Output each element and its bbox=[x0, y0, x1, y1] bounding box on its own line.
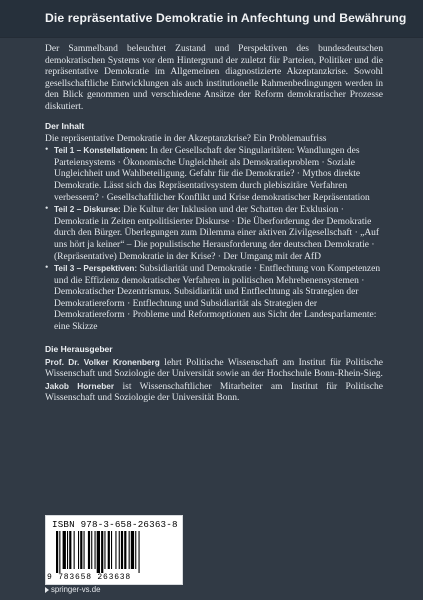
editors-heading: Die Herausgeber bbox=[45, 343, 113, 354]
part-text: Subsidiarität und Demokratie · Entflechtung von Kompetenzen und die Effizienz demokratischer Verfahren in politischen Mehrebenensystemen · Demokratischer Dezentrismus. Subsidiarität und Entflechtung als Strategien der Demokratiereform · Entflechtung und Subsidiarität als Strategien der Demokratiereform · Probleme und Reformoptionen aus Sicht der Landesparlamente: eine Skizze bbox=[54, 264, 381, 333]
barcode-bar bbox=[91, 531, 92, 569]
part-label: Teil 2 – Diskurse: bbox=[54, 205, 121, 215]
barcode-bar bbox=[129, 531, 130, 569]
barcode-bar bbox=[74, 531, 75, 569]
editor-bio: ist Wissenschaftlicher Mitarbeiter am Institut für Politische Wissenschaft und Soziologie der Universität Bonn. bbox=[45, 381, 383, 404]
cover-text bbox=[45, 44, 383, 405]
barcode-bar bbox=[135, 531, 136, 569]
editor-bio: lehrt Politische Wissenschaft am Institut für Politische Wissenschaft und Soziologie der Universität sowie an der Hochschule Bonn-Rhein-Sieg. bbox=[45, 357, 383, 380]
barcode-bar bbox=[95, 531, 96, 569]
part-body bbox=[54, 263, 383, 334]
intro-paragraph: Der Sammelband beleuchtet Zustand und Perspektiven des bundesdeutschen demokratischen Systems vor dem Hintergrund der zuletzt für Parteien, Politiker und die repräsentative Demokratie im Allgemeinen diagnostizierte Akzeptanzkrise. Sowohl gesellschaftliche Entwicklungen als auch institutionelle Rahmenbedingungen werden in den Blick genommen und verschiedene Ansätze der Reform demokratischer Prozesse diskutiert. bbox=[45, 44, 383, 112]
contents-first-line: Die repräsentative Demokratie in der Akzeptanzkrise? Ein Problemaufriss bbox=[45, 133, 327, 144]
editor-name: Jakob Horneber bbox=[45, 380, 115, 391]
editor-entry-1 bbox=[45, 357, 383, 381]
barcode-bar bbox=[59, 531, 60, 573]
bullet-marker: • bbox=[45, 204, 49, 215]
barcode-bar bbox=[111, 531, 112, 569]
barcode-bar bbox=[124, 531, 126, 569]
book-title: Die repräsentative Demokratie in Anfechtung und Bewährung bbox=[45, 11, 407, 25]
barcode-bar bbox=[56, 531, 58, 573]
barcode-bar bbox=[80, 531, 82, 569]
barcode-bar bbox=[121, 531, 123, 569]
isbn-barcode bbox=[45, 515, 183, 585]
title-bar bbox=[0, 0, 423, 38]
bullet-marker: • bbox=[45, 263, 49, 274]
barcode-bar bbox=[67, 531, 68, 569]
part-text: In der Gesellschaft der Singularitäten: Wandlungen des Parteiensystems · Ökonomische Ungleichheit als Demokratieproblem · Soziale Ungleichheit und Wahlbeteiligung. Gefahr für die Demokratie? · Mythos direkte Demokratie. Lässt sich das Repräsentativsystem durch plebiszitäre Verfahren verbessern? · Gesellschaftlicher Konflikt und Krise demokratischer Repräsentation bbox=[54, 146, 370, 203]
barcode-bar bbox=[84, 531, 85, 569]
barcode-bar bbox=[101, 531, 103, 573]
barcode-bar bbox=[119, 531, 120, 569]
bullet-marker: • bbox=[45, 145, 49, 156]
editor-entry-2 bbox=[45, 381, 383, 405]
part-label: Teil 3 – Perspektiven: bbox=[54, 264, 138, 274]
editor-name: Prof. Dr. Volker Kronenberg bbox=[45, 356, 160, 367]
isbn-label: ISBN 978-3-658-26363-8 bbox=[52, 519, 178, 530]
part-body bbox=[54, 204, 383, 263]
website-label: springer-vs.de bbox=[51, 585, 101, 594]
part-body bbox=[54, 145, 383, 204]
barcode-bar bbox=[97, 531, 100, 573]
contents-heading: Der Inhalt bbox=[45, 120, 85, 131]
contents-part-3 bbox=[45, 263, 383, 334]
barcode-bar bbox=[63, 531, 66, 569]
contents-part-1 bbox=[45, 145, 383, 204]
barcode-bar bbox=[108, 531, 110, 569]
barcode-bar bbox=[131, 531, 134, 569]
publisher-website[interactable] bbox=[45, 585, 100, 595]
barcode-bar bbox=[139, 531, 140, 573]
barcode-bars bbox=[56, 531, 174, 573]
barcode-bar bbox=[115, 531, 116, 569]
contents-part-2 bbox=[45, 204, 383, 263]
barcode-bar bbox=[88, 531, 90, 569]
barcode-bar bbox=[104, 531, 105, 569]
barcode-number: 9 783658 263638 bbox=[47, 573, 132, 582]
part-text: Die Kultur der Inklusion und der Schatten der Exklusion · Demokratie in Zeiten entpolitisierter Diskurse · Die Überforderung der Demokratie durch den Bürger. Überlegungen zum Dilemma einer aktiven Zivilgesellschaft · „Auf uns hört ja keiner“ – Die populistische Herausforderung der deutschen Demokratie · (Repräsentative) Demokratie in der Krise? · Der Umgang mit der AfD bbox=[54, 205, 380, 262]
part-label: Teil 1 – Konstellationen: bbox=[54, 146, 148, 156]
barcode-bar bbox=[69, 531, 71, 569]
arrow-right-icon bbox=[45, 587, 49, 593]
barcode-bar bbox=[78, 531, 79, 569]
